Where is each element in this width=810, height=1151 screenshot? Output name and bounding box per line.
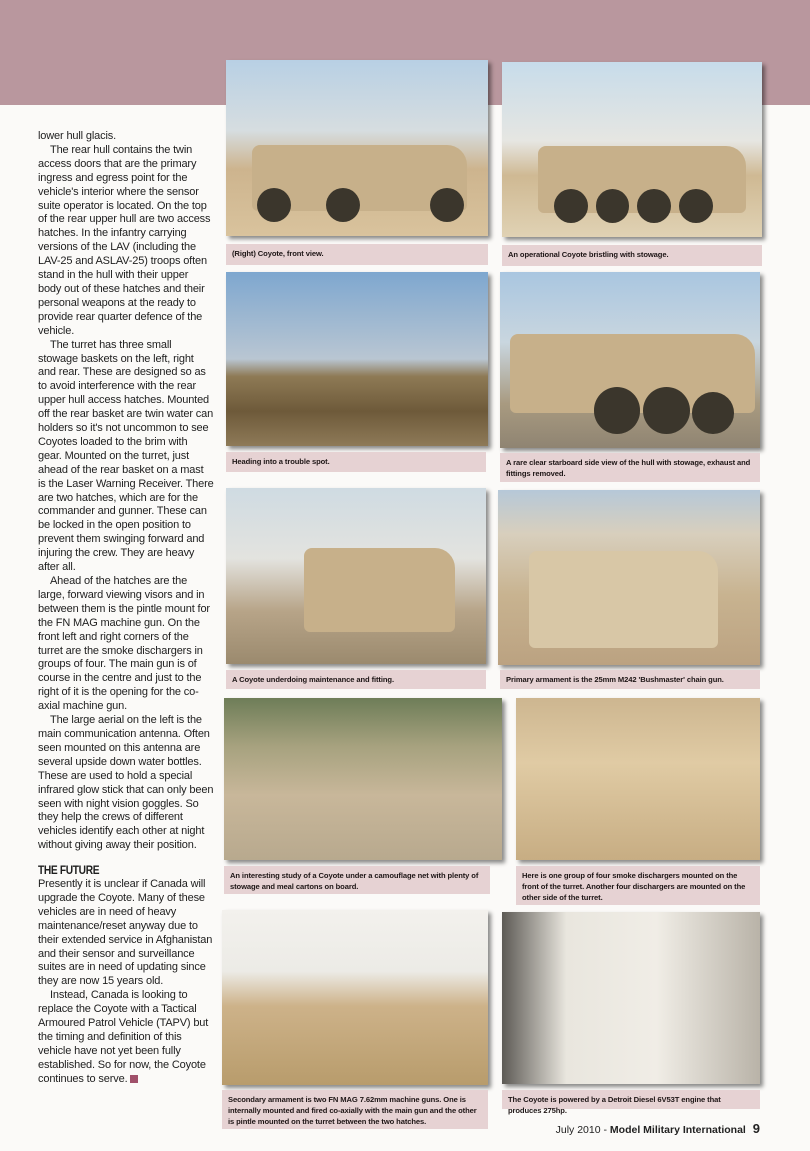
- photo-coyote-stowage: [502, 62, 762, 237]
- photo-main-gun: [498, 490, 760, 665]
- paragraph: lower hull glacis.: [38, 130, 117, 142]
- photo-smoke-dischargers: [516, 698, 760, 860]
- paragraph: The rear hull contains the twin access doors that are the primary ingress and egress point for the vehicle's interior where the sensor suite operator is located. On the top of the rear upper hull are two access hatches. In the infantry carrying versions of the LAV (including the LAV-25 and ASLAV-25) troops often stand in the hull with their upper body out of these hatches and their personal weapons at the ready to provide rear quarter defence of the vehicle.: [38, 143, 211, 337]
- photo-caption: An interesting study of a Coyote under a camouflage net with plenty of stowage and meal cartons on board.: [224, 866, 490, 894]
- article-column: [38, 130, 214, 1087]
- paragraph: The large aerial on the left is the main communication antenna. Often seen mounted on this antenna are several upside down water bottles. These are used to hold a special infrared glow stick that can only been seen with night vision goggles. So they help the crews of different vehicles identify each other at night without giving away their position.: [38, 714, 214, 852]
- section-heading: THE FUTURE: [38, 863, 100, 878]
- photo-trouble-spot: [226, 272, 488, 446]
- paragraph: Instead, Canada is looking to replace the Coyote with a Tactical Armoured Patrol Vehicle (TAPV) but the timing and definition of this vehicle have not yet been fully established. So for now, the Coyote continues to serve.: [38, 989, 209, 1085]
- photo-caption: Heading into a trouble spot.: [226, 452, 486, 472]
- photo-secondary-armament: [222, 910, 488, 1085]
- photo-caption: Here is one group of four smoke dischargers mounted on the front of the turret. Another four dischargers are mounted on the other side of the turret.: [516, 866, 760, 905]
- photo-caption: Secondary armament is two FN MAG 7.62mm machine guns. One is internally mounted and fired co-axially with the main gun and the other is pintle mounted on the turret between the two hatches.: [222, 1090, 488, 1129]
- photo-maintenance: [226, 488, 486, 664]
- page-number: 9: [752, 1121, 760, 1136]
- photo-coyote-front: [226, 60, 488, 236]
- paragraph: The turret has three small stowage baskets on the left, right and rear. These are designed so as to avoid interference with the rear upper hull access hatches. Mounted off the rear basket are twin water can holders so it's not uncommon to see Coyotes loaded to the brim with gear. Mounted on the turret, just ahead of the rear basket on a mast is the Laser Warning Receiver. There are two hatches, which are for the commander and gunner. These can be locked in the open position to prevent them swinging forward and injuring the crew. They are heavy after all.: [38, 338, 214, 574]
- photo-engine: [502, 912, 760, 1084]
- photo-caption: The Coyote is powered by a Detroit Diesel 6V53T engine that produces 275hp.: [502, 1090, 760, 1109]
- photo-starboard-side: [500, 272, 760, 448]
- photo-caption: (Right) Coyote, front view.: [226, 244, 488, 265]
- photo-caption: A rare clear starboard side view of the hull with stowage, exhaust and fittings removed.: [500, 453, 760, 482]
- paragraph: Presently it is unclear if Canada will upgrade the Coyote. Many of these vehicles are in need of heavy maintenance/reset anyway due to their extended service in Afghanistan and their sensor and surveillance suites are in need of updating since they are now 15 years old.: [38, 878, 213, 988]
- photo-caption: An operational Coyote bristling with stowage.: [502, 245, 762, 266]
- photo-caption: Primary armament is the 25mm M242 'Bushmaster' chain gun.: [500, 670, 760, 689]
- photo-camouflage-net: [224, 698, 502, 860]
- end-mark-icon: [130, 1075, 138, 1083]
- footer-date: July 2010 -: [555, 1124, 607, 1136]
- paragraph: Ahead of the hatches are the large, forward viewing visors and in between them is the pintle mount for the FN MAG machine gun. On the front left and right corners of the turret are the smoke dischargers in groups of four. The main gun is of course in the centre and just to the right of it is the opening for the co-axial machine gun.: [38, 575, 210, 713]
- page-footer: [556, 1121, 760, 1136]
- footer-magazine: Model Military International: [609, 1124, 746, 1136]
- photo-caption: A Coyote underdoing maintenance and fitting.: [226, 670, 486, 689]
